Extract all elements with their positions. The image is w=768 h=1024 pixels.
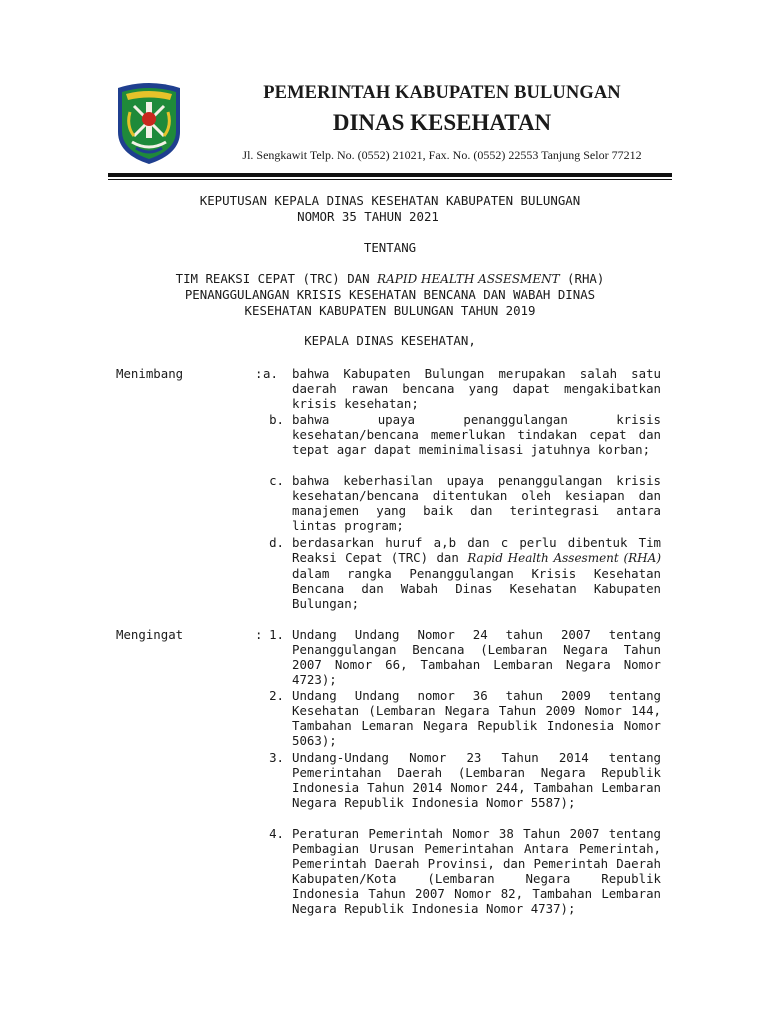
mengingat-mark-4: 4.	[269, 826, 284, 841]
decree-title: KEPUTUSAN KEPALA DINAS KESEHATAN KABUPATEN BULUNGAN	[199, 193, 581, 208]
letterhead-divider-thin	[108, 179, 672, 180]
menimbang-mark-d: d.	[269, 535, 284, 550]
decree-subject-line2: PENANGGULANGAN KRISIS KESEHATAN BENCANA DAN WABAH DINAS	[184, 287, 596, 302]
menimbang-item-c: bahwa keberhasilan upaya penanggulangan krisis kesehatan/bencana ditentukan oleh kesiapan dan manajemen yang baik dan terintegrasi antara lintas program;	[292, 473, 661, 533]
decree-number: NOMOR 35 TAHUN 2021	[297, 209, 439, 224]
decree-subject-line1: TIM REAKSI CEPAT (TRC) DAN RAPID HEALTH ASSESMENT (RHA)	[175, 271, 605, 286]
mengingat-mark-2: 2.	[269, 688, 284, 703]
letterhead-government-name: PEMERINTAH KABUPATEN BULUNGAN	[263, 83, 621, 103]
menimbang-mark-b: b.	[269, 412, 284, 427]
mengingat-mark-3: 3.	[269, 750, 284, 765]
letterhead-agency-name: DINAS KESEHATAN	[332, 110, 552, 135]
mengingat-colon: :	[255, 627, 263, 642]
decree-official: KEPALA DINAS KESEHATAN,	[304, 333, 476, 348]
mengingat-item-2: Undang Undang nomor 36 tahun 2009 tentang Kesehatan (Lembaran Negara Tahun 2009 Nomor 144, Tambahan Lemaran Negara Republik Indonesia Nomor 5063);	[292, 688, 661, 748]
decree-tentang: TENTANG	[363, 240, 417, 255]
regency-emblem-logo	[112, 82, 186, 166]
mengingat-label: Mengingat	[116, 627, 184, 642]
mengingat-mark-1: 1.	[269, 627, 284, 642]
menimbang-label: Menimbang	[116, 366, 184, 381]
menimbang-mark-a: a.	[263, 366, 278, 381]
menimbang-item-d: berdasarkan huruf a,b dan c perlu dibentuk Tim Reaksi Cepat (TRC) dan Rapid Health Assesment (RHA) dalam rangka Penanggulangan Krisis Kesehatan Bencana dan Wabah Dinas Kesehatan Kabupaten Bulungan;	[292, 535, 661, 611]
decree-subject-line3: KESEHATAN KABUPATEN BULUNGAN TAHUN 2019	[244, 303, 536, 318]
letterhead-address: Jl. Sengkawit Telp. No. (0552) 21021, Fax. No. (0552) 22553 Tanjung Selor 77212	[242, 148, 642, 162]
menimbang-item-a: bahwa Kabupaten Bulungan merupakan salah satu daerah rawan bencana yang dapat mengakibatkan krisis kesehatan;	[292, 366, 661, 411]
menimbang-mark-c: c.	[269, 473, 284, 488]
mengingat-item-3: Undang-Undang Nomor 23 Tahun 2014 tentang Pemerintahan Daerah (Lembaran Negara Republik Indonesia Tahun 2014 Nomor 244, Tambahan Lembaran Negara Republik Indonesia Nomor 5587);	[292, 750, 661, 810]
mengingat-item-4: Peraturan Pemerintah Nomor 38 Tahun 2007 tentang Pembagian Urusan Pemerintahan Antara Pemerintah, Pemerintah Daerah Provinsi, dan Pemerintah Daerah Kabupaten/Kota (Lembaran Negara Republik Indonesia Tahun 2007 Nomor 82, Tambahan Lembaran Negara Republik Indonesia Nomor 4737);	[292, 826, 661, 916]
letterhead-divider-thick	[108, 173, 672, 177]
mengingat-item-1: Undang Undang Nomor 24 tahun 2007 tentang Penanggulangan Bencana (Lembaran Negara Tahun 2007 Nomor 66, Tambahan Lembaran Negara Nomor 4723);	[292, 627, 661, 687]
menimbang-colon: :	[255, 366, 263, 381]
menimbang-item-b: bahwa upaya penanggulangan krisis kesehatan/bencana memerlukan tindakan cepat dan tepat agar dapat meminimalisasi jatuhnya korban;	[292, 412, 661, 457]
